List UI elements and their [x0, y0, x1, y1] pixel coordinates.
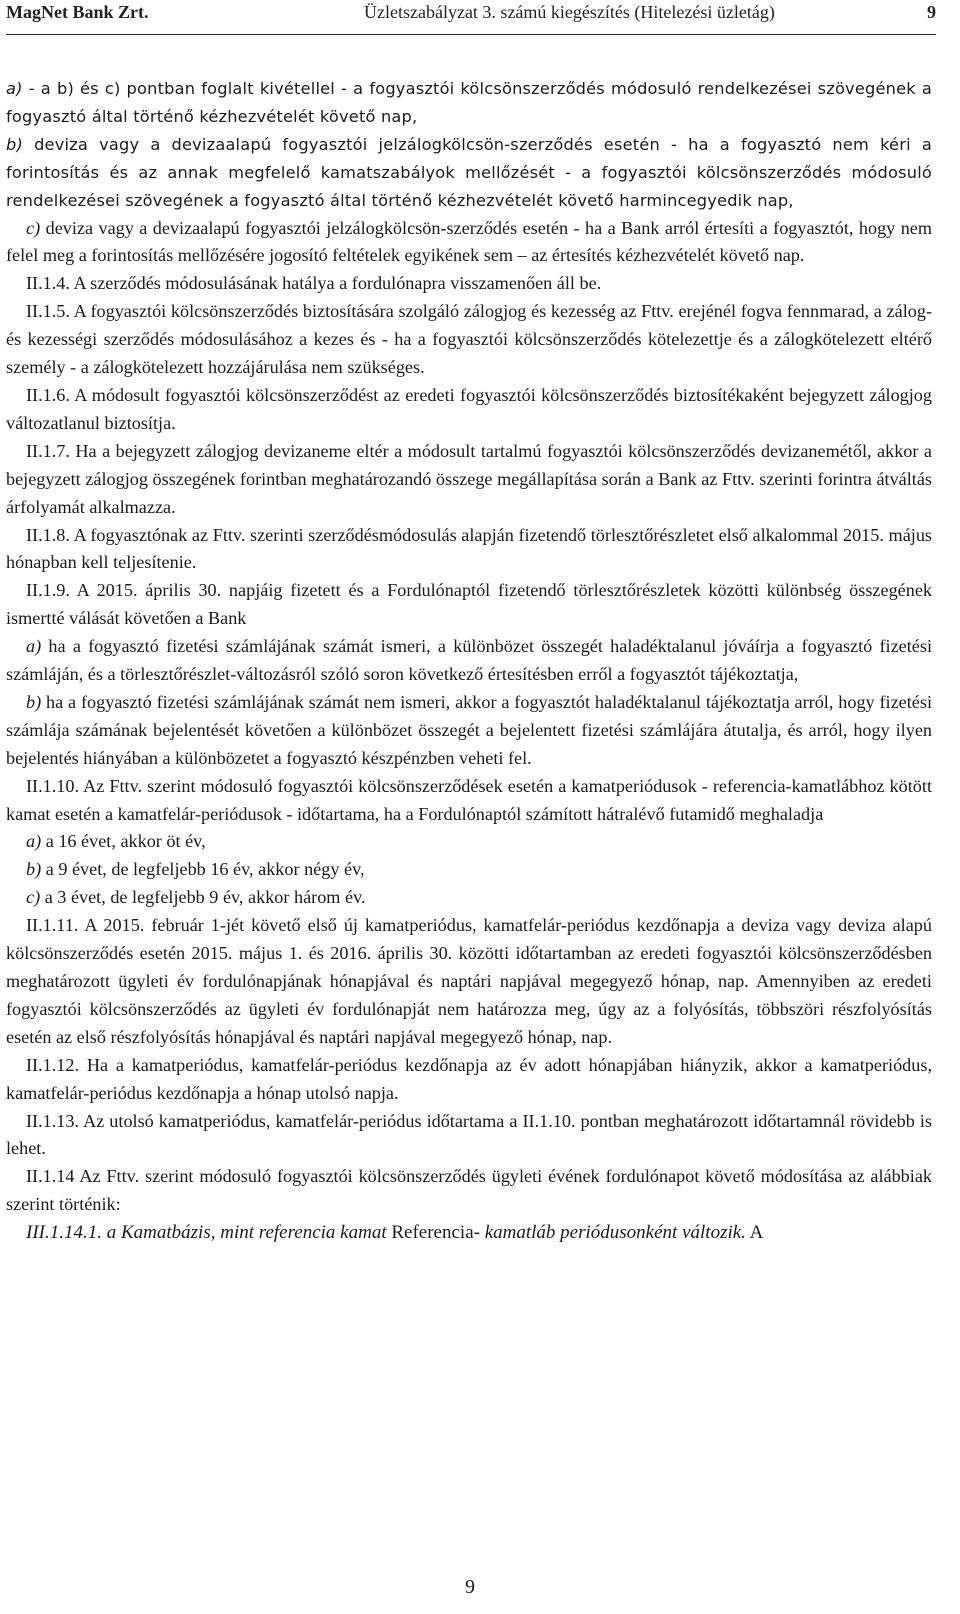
paragraph-b: [6, 131, 932, 215]
section-II-1-8: II.1.8. A fogyasztónak az Fttv. szerinti szerződésmódosulás alapján fizetendő törlesztőrészletet első alkalommal 2015. május hónapban kell teljesítenie.: [6, 524, 932, 573]
list-label: c): [26, 217, 41, 238]
list-label: b): [26, 859, 42, 880]
section-II-1-13: II.1.13. Az utolsó kamatperiódus, kamatfelár-periódus időtartama a II.1.10. pontban meghatározott időtartamnál rövidebb is lehet.: [6, 1110, 932, 1159]
header-page-number: 9: [927, 2, 936, 22]
section-II-1-10-c: [6, 884, 932, 912]
paragraph-text: a 9 évet, de legfeljebb 16 év, akkor négy év,: [45, 859, 365, 880]
list-label: b): [6, 134, 23, 154]
section-II-1-4: II.1.4. A szerződés módosulásának hatálya a fordulónapra visszamenően áll be.: [26, 273, 602, 294]
section-II-1-9: II.1.9. A 2015. április 30. napjáig fizetett és a Fordulónaptól fizetendő törlesztőrészletek közötti különbség összegének ismertté válását követően a Bank: [6, 580, 932, 629]
document-title: Üzletszabályzat 3. számú kiegészítés (Hitelezési üzletág): [364, 2, 775, 22]
section-II-1-7: II.1.7. Ha a bejegyzett zálogjog devizaneme eltér a módosult tartalmú fogyasztói kölcsönszerződés devizanemétől, akkor a bejegyzett zálogjog összegének forintban meghatározandó összege megállapítása során a Bank az Fttv. szerinti forintra átváltás árfolyamát alkalmazza.: [6, 440, 932, 517]
paragraph-text: a 16 évet, akkor öt év,: [45, 831, 206, 852]
section-II-1-5: II.1.5. A fogyasztói kölcsönszerződés biztosítására szolgáló zálogjog és kezesség az Fttv. erejénél fogva fennmarad, a zálog- és kezességi szerződés módosulásához a kezes és - ha a fogyasztói kölcsönszerződés kötelezettje és a zálogkötelezett eltérő személy - a zálogkötelezett hozzájárulása nem szükséges.: [6, 301, 932, 378]
page-header: [6, 2, 936, 32]
document-body: [6, 75, 932, 1247]
paragraph-c: [6, 215, 932, 271]
list-label: a): [26, 831, 42, 852]
section-II-1-12: II.1.12. Ha a kamatperiódus, kamatfelár-periódus kezdőnapja az év adott hónapjában hiányzik, akkor a kamatperiódus, kamatfelár-periódus kezdőnapja a hónap utolsó napja.: [6, 1054, 932, 1103]
section-II-1-6: II.1.6. A módosult fogyasztói kölcsönszerződést az eredeti fogyasztói kölcsönszerződés biztosítékaként bejegyzett zálogjog változatlanul biztosítja.: [6, 384, 932, 433]
section-II-1-10-a: [6, 828, 932, 856]
section-number: III.1.14.1.: [26, 1222, 102, 1244]
section-II-1-11: II.1.11. A 2015. február 1-jét követő első új kamatperiódus, kamatfelár-periódus kezdőnapja a deviza vagy deviza alapú kölcsönszerződés esetén 2015. május 1. és 2016. április 30. közötti időtartamban az eredeti fogyasztói kölcsönszerződésben meghatározott ügyleti év fordulónapjának hónapjával és naptári napjával megegyező hónap, nap. Amennyiben az eredeti fogyasztói kölcsönszerződés az ügyleti év fordulónapját nem határozza meg, úgy az a folyósítás, többszöri részfolyósítás esetén az első részfolyósítás hónapjával és naptári napjával megegyező hónap, nap.: [6, 915, 932, 1047]
section-II-1-9-b: [6, 689, 932, 773]
list-label: c): [26, 887, 41, 908]
section-II-1-10: II.1.10. Az Fttv. szerint módosuló fogyasztói kölcsönszerződések esetén a kamatperiódusok - referencia-kamatlábhoz kötött kamat esetén a kamatfelár-periódusok - időtartama, ha a Fordulónaptól számított hátralévő futamidő meghaladja: [6, 775, 932, 824]
paragraph-text: A: [749, 1222, 764, 1244]
paragraph-text: deviza vagy a devizaalapú fogyasztói jelzálogkölcsön-szerződés esetén - ha a fogyasztó nem kéri a forintosítás és az annak megfelelő kamatszabályok mellőzését - a fogyasztói kölcsönszerződés módosuló rendelkezései szövegének a fogyasztó által történő kézhezvételét követő harmincegyedik nap,: [6, 134, 932, 210]
paragraph-text: ha a fogyasztó fizetési számlájának számát nem ismeri, akkor a fogyasztót haladéktalanul tájékoztatja arról, hogy fizetési számlája számának bejelentését követően a különbözet összegét a bejelentett fizetési számlájára átutalja, és arról, hogy ilyen bejelentés hiányában a különbözetet a fogyasztó készpénzben veheti fel.: [6, 691, 933, 768]
paragraph-a: [6, 75, 932, 131]
list-label: a): [6, 79, 23, 98]
section-III-1-14-1: [6, 1219, 932, 1247]
paragraph-text: deviza vagy a devizaalapú fogyasztói jelzálogkölcsön-szerződés esetén - ha a Bank arról értesíti a fogyasztót, hogy nem felel meg a forintosítás mellőzésére jogosító feltételek egyikének sem – az értesítés kézhezvételét követő nap.: [6, 217, 933, 266]
paragraph-text: ha a fogyasztó fizetési számlájának számát ismeri, a különbözet összegét haladéktalanul jóváírja a fogyasztó fizetési számláján, és a törlesztőrészlet-változásról szóló soron következő értesítésben erről a fogyasztót tájékoztatja,: [6, 636, 932, 685]
section-II-1-14: II.1.14 Az Fttv. szerint módosuló fogyasztói kölcsönszerződés ügyleti évének fordulónapot követő módosítása az alábbiak szerint történik:: [6, 1166, 932, 1215]
paragraph-text: Referencia-: [391, 1222, 480, 1244]
header-rule: [6, 34, 936, 35]
paragraph-text: a Kamatbázis, mint referencia kamat: [106, 1222, 387, 1244]
paragraph-text: a 3 évet, de legfeljebb 9 év, akkor három év.: [44, 887, 366, 908]
section-II-1-10-b: [6, 856, 932, 884]
paragraph-text: kamatláb periódusonként változik.: [484, 1222, 746, 1244]
company-name: MagNet Bank Zrt.: [6, 2, 149, 22]
section-II-1-9-a: [6, 633, 932, 689]
paragraph-text: - a b) és c) pontban foglalt kivétellel - a fogyasztói kölcsönszerződés módosuló rendelkezései szövegének a fogyasztó által történő kézhezvételét követő nap,: [6, 79, 932, 126]
list-label: a): [26, 636, 42, 657]
list-label: b): [26, 691, 42, 712]
footer-page-number: 9: [465, 1576, 475, 1598]
